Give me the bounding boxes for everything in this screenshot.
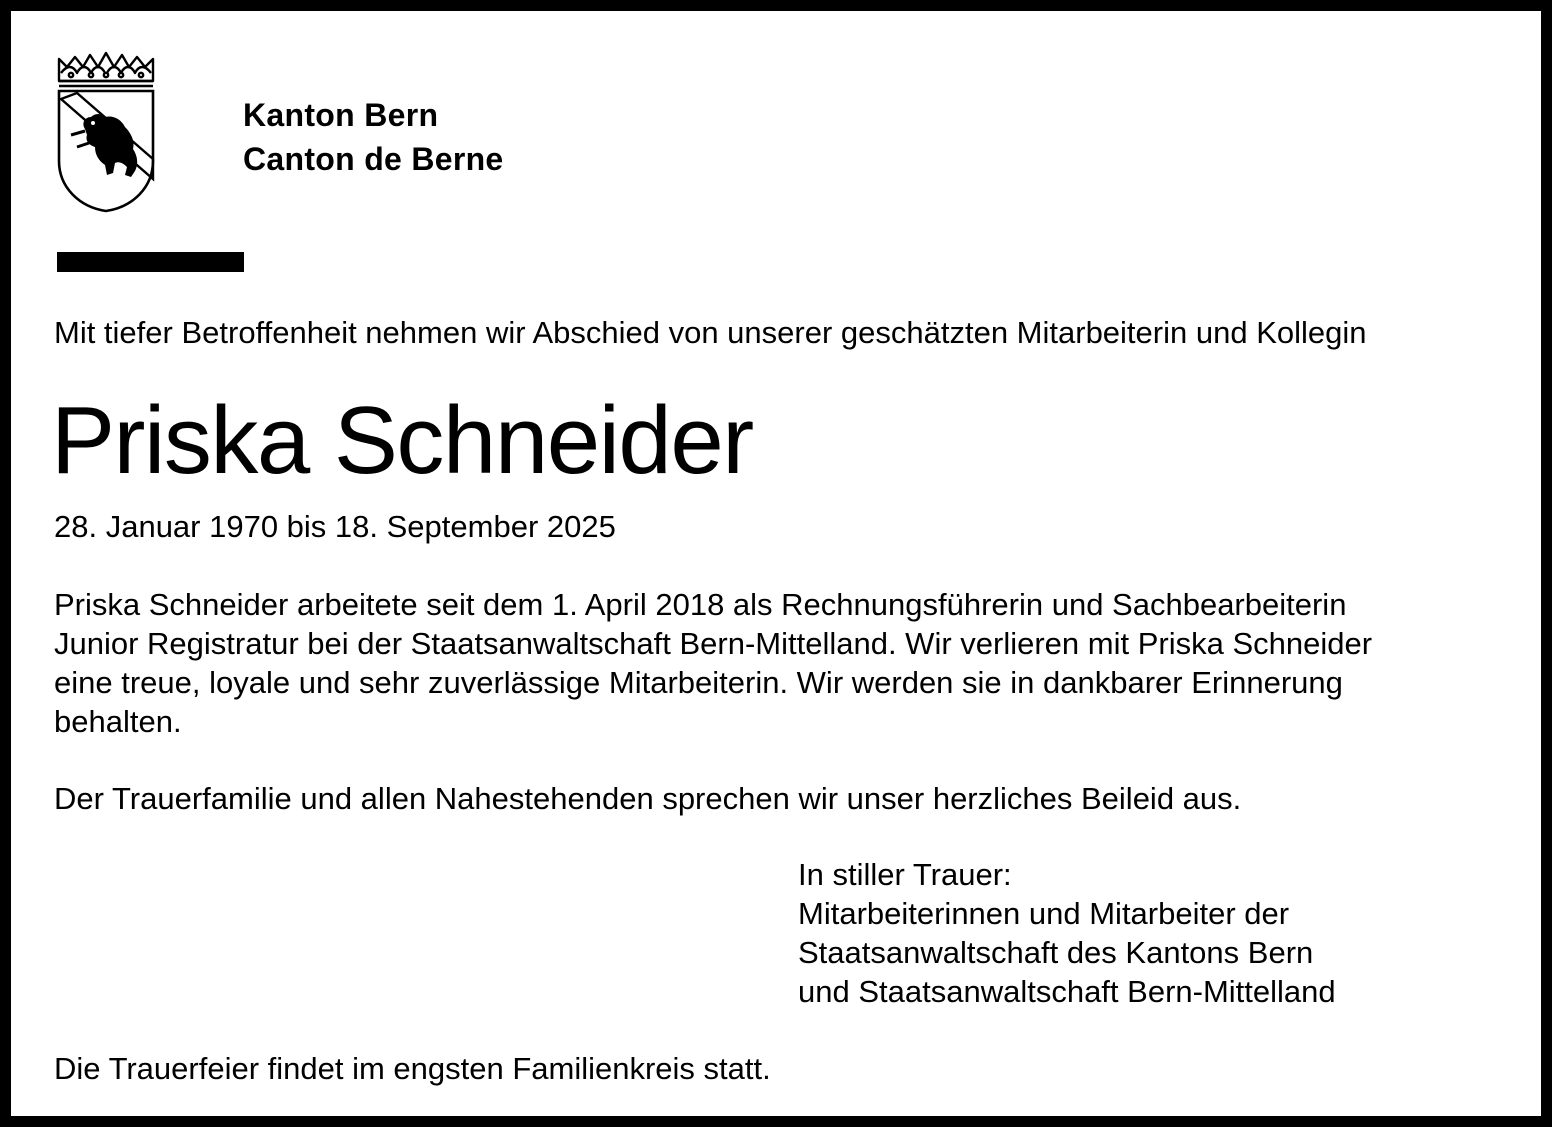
divider-bar xyxy=(57,252,244,272)
org-name-german: Kanton Bern xyxy=(243,97,439,133)
intro-text: Mit tiefer Betroffenheit nehmen wir Abschied von unserer geschätzten Mitarbeiterin und Kollegin xyxy=(54,315,1367,350)
organization-name xyxy=(243,93,504,181)
body-line: Junior Registratur bei der Staatsanwaltschaft Bern-Mittelland. Wir verlieren mit Priska Schneider xyxy=(54,626,1373,661)
life-dates: 28. Januar 1970 bis 18. September 2025 xyxy=(54,509,616,544)
body-line: behalten. xyxy=(54,704,182,739)
condolence-text: Der Trauerfamilie und allen Nahestehenden sprechen wir unser herzliches Beileid aus. xyxy=(54,781,1242,816)
signature-heading: In stiller Trauer: xyxy=(798,857,1012,892)
funeral-note: Die Trauerfeier findet im engsten Familienkreis statt. xyxy=(54,1051,771,1086)
org-name-french: Canton de Berne xyxy=(243,141,504,177)
body-line: Priska Schneider arbeitete seit dem 1. April 2018 als Rechnungsführerin und Sachbearbeiterin xyxy=(54,587,1347,622)
bern-coat-of-arms-icon xyxy=(55,51,157,213)
body-line: eine treue, loyale und sehr zuverlässige Mitarbeiterin. Wir werden sie in dankbarer Erinnerung xyxy=(54,665,1343,700)
signature-block xyxy=(798,855,1336,1011)
signature-line: Mitarbeiterinnen und Mitarbeiter der xyxy=(798,896,1290,931)
signature-line: und Staatsanwaltschaft Bern-Mittelland xyxy=(798,974,1336,1009)
body-paragraph xyxy=(54,585,1504,741)
deceased-name: Priska Schneider xyxy=(51,387,753,494)
signature-line: Staatsanwaltschaft des Kantons Bern xyxy=(798,935,1314,970)
